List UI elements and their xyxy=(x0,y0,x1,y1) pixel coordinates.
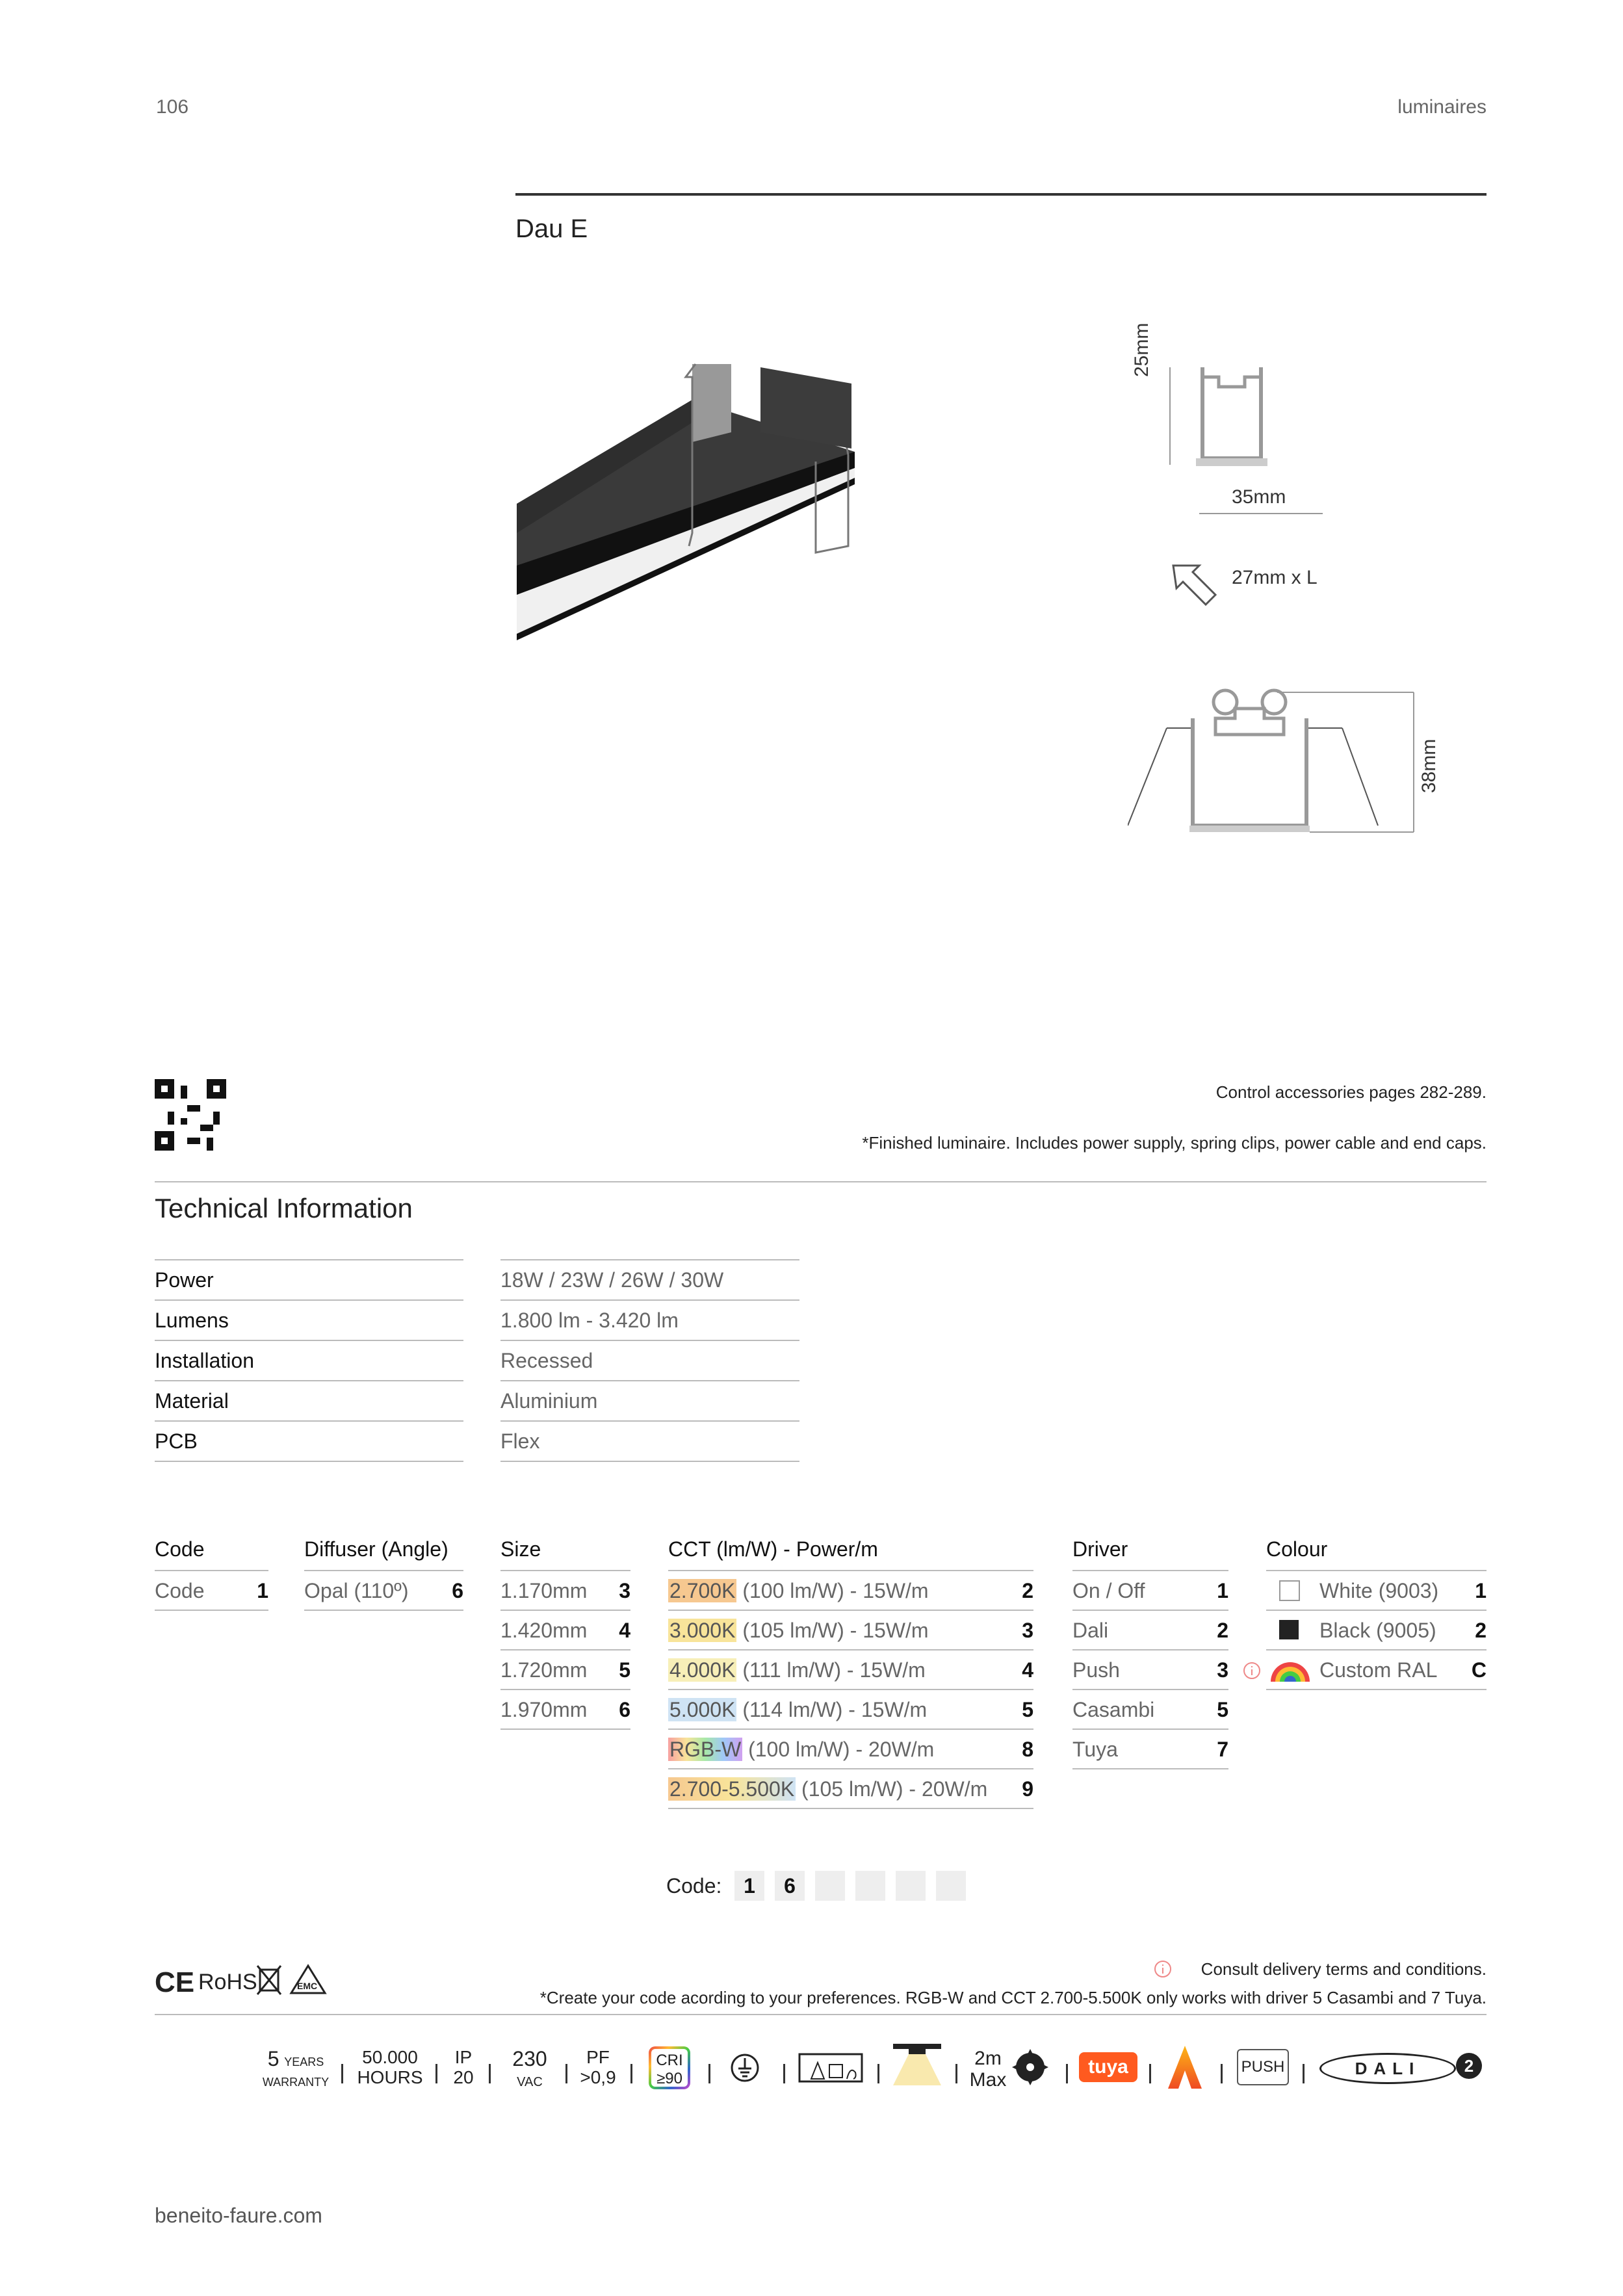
code-slot[interactable] xyxy=(815,1871,845,1901)
code-slot[interactable]: 1 xyxy=(734,1871,764,1901)
ti-value-row: Recessed xyxy=(500,1341,799,1381)
section-title: luminaires xyxy=(1397,96,1487,118)
section-divider xyxy=(155,1181,1487,1182)
push-badge: PUSH xyxy=(1237,2049,1289,2085)
separator xyxy=(630,2064,632,2083)
voltage-badge: 230 VAC xyxy=(512,2047,547,2090)
cct-option[interactable]: 5.000K (114 lm/W) - 15W/m 5 xyxy=(668,1690,1033,1730)
tuya-logo: tuya xyxy=(1079,2052,1137,2082)
dim-cut: 27mm x L xyxy=(1232,567,1318,588)
cri-badge: CRI ≥90 xyxy=(649,2046,690,2089)
cct-option[interactable]: 3.000K (105 lm/W) - 15W/m 3 xyxy=(668,1611,1033,1650)
separator xyxy=(565,2064,567,2083)
ti-label-row: Installation xyxy=(155,1341,463,1381)
weee-icon xyxy=(255,1962,283,1997)
white-swatch xyxy=(1279,1580,1300,1601)
separator xyxy=(489,2064,491,2083)
driver-option[interactable]: Dali 2 xyxy=(1072,1611,1228,1650)
cct-option[interactable]: 2.700K (100 lm/W) - 15W/m 2 xyxy=(668,1571,1033,1611)
cct-option[interactable]: 4.000K (111 lm/W) - 15W/m 4 xyxy=(668,1650,1033,1690)
pf-badge: PF >0,9 xyxy=(580,2047,616,2087)
product-name: Dau E xyxy=(515,215,588,243)
driver-option[interactable]: Push 3 xyxy=(1072,1650,1228,1690)
footer-url[interactable]: beneito-faure.com xyxy=(155,2204,322,2227)
black-swatch xyxy=(1279,1620,1299,1639)
product-image xyxy=(510,338,861,644)
colour-option[interactable]: White (9003) 1 xyxy=(1266,1571,1487,1611)
casambi-icon xyxy=(1167,2044,1203,2090)
rainbow-swatch-icon xyxy=(1267,1657,1313,1683)
cct-option[interactable]: 2.700-5.500K (105 lm/W) - 20W/m 9 xyxy=(668,1769,1033,1809)
code-slot[interactable]: 6 xyxy=(775,1871,805,1901)
ce-mark: CE xyxy=(155,1966,195,1998)
code-slot[interactable] xyxy=(855,1871,885,1901)
dim-height-install: 38mm xyxy=(1418,738,1440,793)
driver-option[interactable]: Tuya 7 xyxy=(1072,1730,1228,1769)
separator xyxy=(783,2064,785,2083)
rohs-mark: RoHS xyxy=(198,1970,257,1994)
ti-label-row: Power xyxy=(155,1260,463,1301)
separator xyxy=(1303,2064,1305,2083)
ti-label-row: Material xyxy=(155,1381,463,1422)
dim-width-profile: 35mm xyxy=(1232,486,1286,508)
svg-text:EMC: EMC xyxy=(297,1981,318,1991)
technical-title: Technical Information xyxy=(155,1193,413,1223)
control-accessories-note: Control accessories pages 282-289. xyxy=(1215,1082,1487,1102)
colour-option[interactable]: Custom RAL C xyxy=(1266,1650,1487,1690)
size-option[interactable]: 1.170mm 3 xyxy=(500,1571,630,1611)
icons-divider xyxy=(155,2014,1487,2015)
fire-safety-icon xyxy=(798,2053,863,2083)
ip-badge: IP 20 xyxy=(453,2047,474,2087)
ti-value-row: Aluminium xyxy=(500,1381,799,1422)
title-rule xyxy=(515,193,1487,196)
driver-option[interactable]: Casambi 5 xyxy=(1072,1690,1228,1730)
separator xyxy=(341,2064,343,2083)
header-code: Code xyxy=(155,1537,205,1561)
earth-icon xyxy=(730,2053,760,2083)
separator xyxy=(435,2064,437,2083)
qr-code[interactable] xyxy=(155,1079,226,1151)
separator xyxy=(1066,2064,1068,2083)
size-option[interactable]: 1.720mm 5 xyxy=(500,1650,630,1690)
dim-height-profile: 25mm xyxy=(1131,322,1152,377)
separator xyxy=(955,2064,957,2083)
cable-length: 2m Max xyxy=(969,2048,1007,2091)
code-slot[interactable] xyxy=(896,1871,926,1901)
info-icon xyxy=(1154,1960,1172,1978)
ti-label-row: PCB xyxy=(155,1422,463,1462)
recessed-light-icon xyxy=(889,2041,945,2087)
size-option[interactable]: 1.420mm 4 xyxy=(500,1611,630,1650)
separator xyxy=(877,2064,879,2083)
emc-icon xyxy=(289,1963,327,1996)
create-code-note: *Create your code acording to your preferences. RGB-W and CCT 2.700-5.500K only works with driver 5 Casambi and 7 Tuya. xyxy=(539,1988,1487,2007)
ti-value-row: Flex xyxy=(500,1422,799,1462)
warranty-badge: 5 YEARS WARRANTY xyxy=(262,2047,330,2089)
separator xyxy=(1149,2064,1151,2083)
code-builder-label: Code: xyxy=(666,1874,722,1898)
header-diffuser: Diffuser (Angle) xyxy=(304,1537,448,1561)
dali-logo: DALI xyxy=(1319,2053,1456,2084)
ti-label-row: Lumens xyxy=(155,1301,463,1341)
driver-option[interactable]: On / Off 1 xyxy=(1072,1571,1228,1611)
page-number: 106 xyxy=(156,96,189,118)
info-icon[interactable] xyxy=(1243,1662,1261,1680)
header-cct: CCT (lm/W) - Power/m xyxy=(668,1537,878,1561)
code-slot[interactable] xyxy=(936,1871,966,1901)
header-size: Size xyxy=(500,1537,541,1561)
diffuser-option[interactable]: Opal (110º) 6 xyxy=(304,1571,463,1611)
install-drawing xyxy=(1128,679,1420,835)
dali-version-badge: 2 xyxy=(1456,2053,1482,2079)
separator xyxy=(1221,2064,1223,2083)
size-option[interactable]: 1.970mm 6 xyxy=(500,1690,630,1730)
ti-value-row: 18W / 23W / 26W / 30W xyxy=(500,1260,799,1301)
saw-icon xyxy=(1011,2048,1050,2087)
colour-option[interactable]: Black (9005) 2 xyxy=(1266,1611,1487,1650)
hours-badge: 50.000 HOURS xyxy=(357,2047,423,2087)
header-colour: Colour xyxy=(1266,1537,1328,1561)
separator xyxy=(708,2064,710,2083)
consult-note: Consult delivery terms and conditions. xyxy=(1201,1959,1487,1979)
cut-icon xyxy=(1170,559,1222,611)
finished-note: *Finished luminaire. Includes power supply, spring clips, power cable and end caps. xyxy=(862,1133,1487,1153)
code-option[interactable]: Code 1 xyxy=(155,1571,268,1611)
cct-option[interactable]: RGB-W (100 lm/W) - 20W/m 8 xyxy=(668,1730,1033,1769)
header-driver: Driver xyxy=(1072,1537,1128,1561)
ti-value-row: 1.800 lm - 3.420 lm xyxy=(500,1301,799,1341)
